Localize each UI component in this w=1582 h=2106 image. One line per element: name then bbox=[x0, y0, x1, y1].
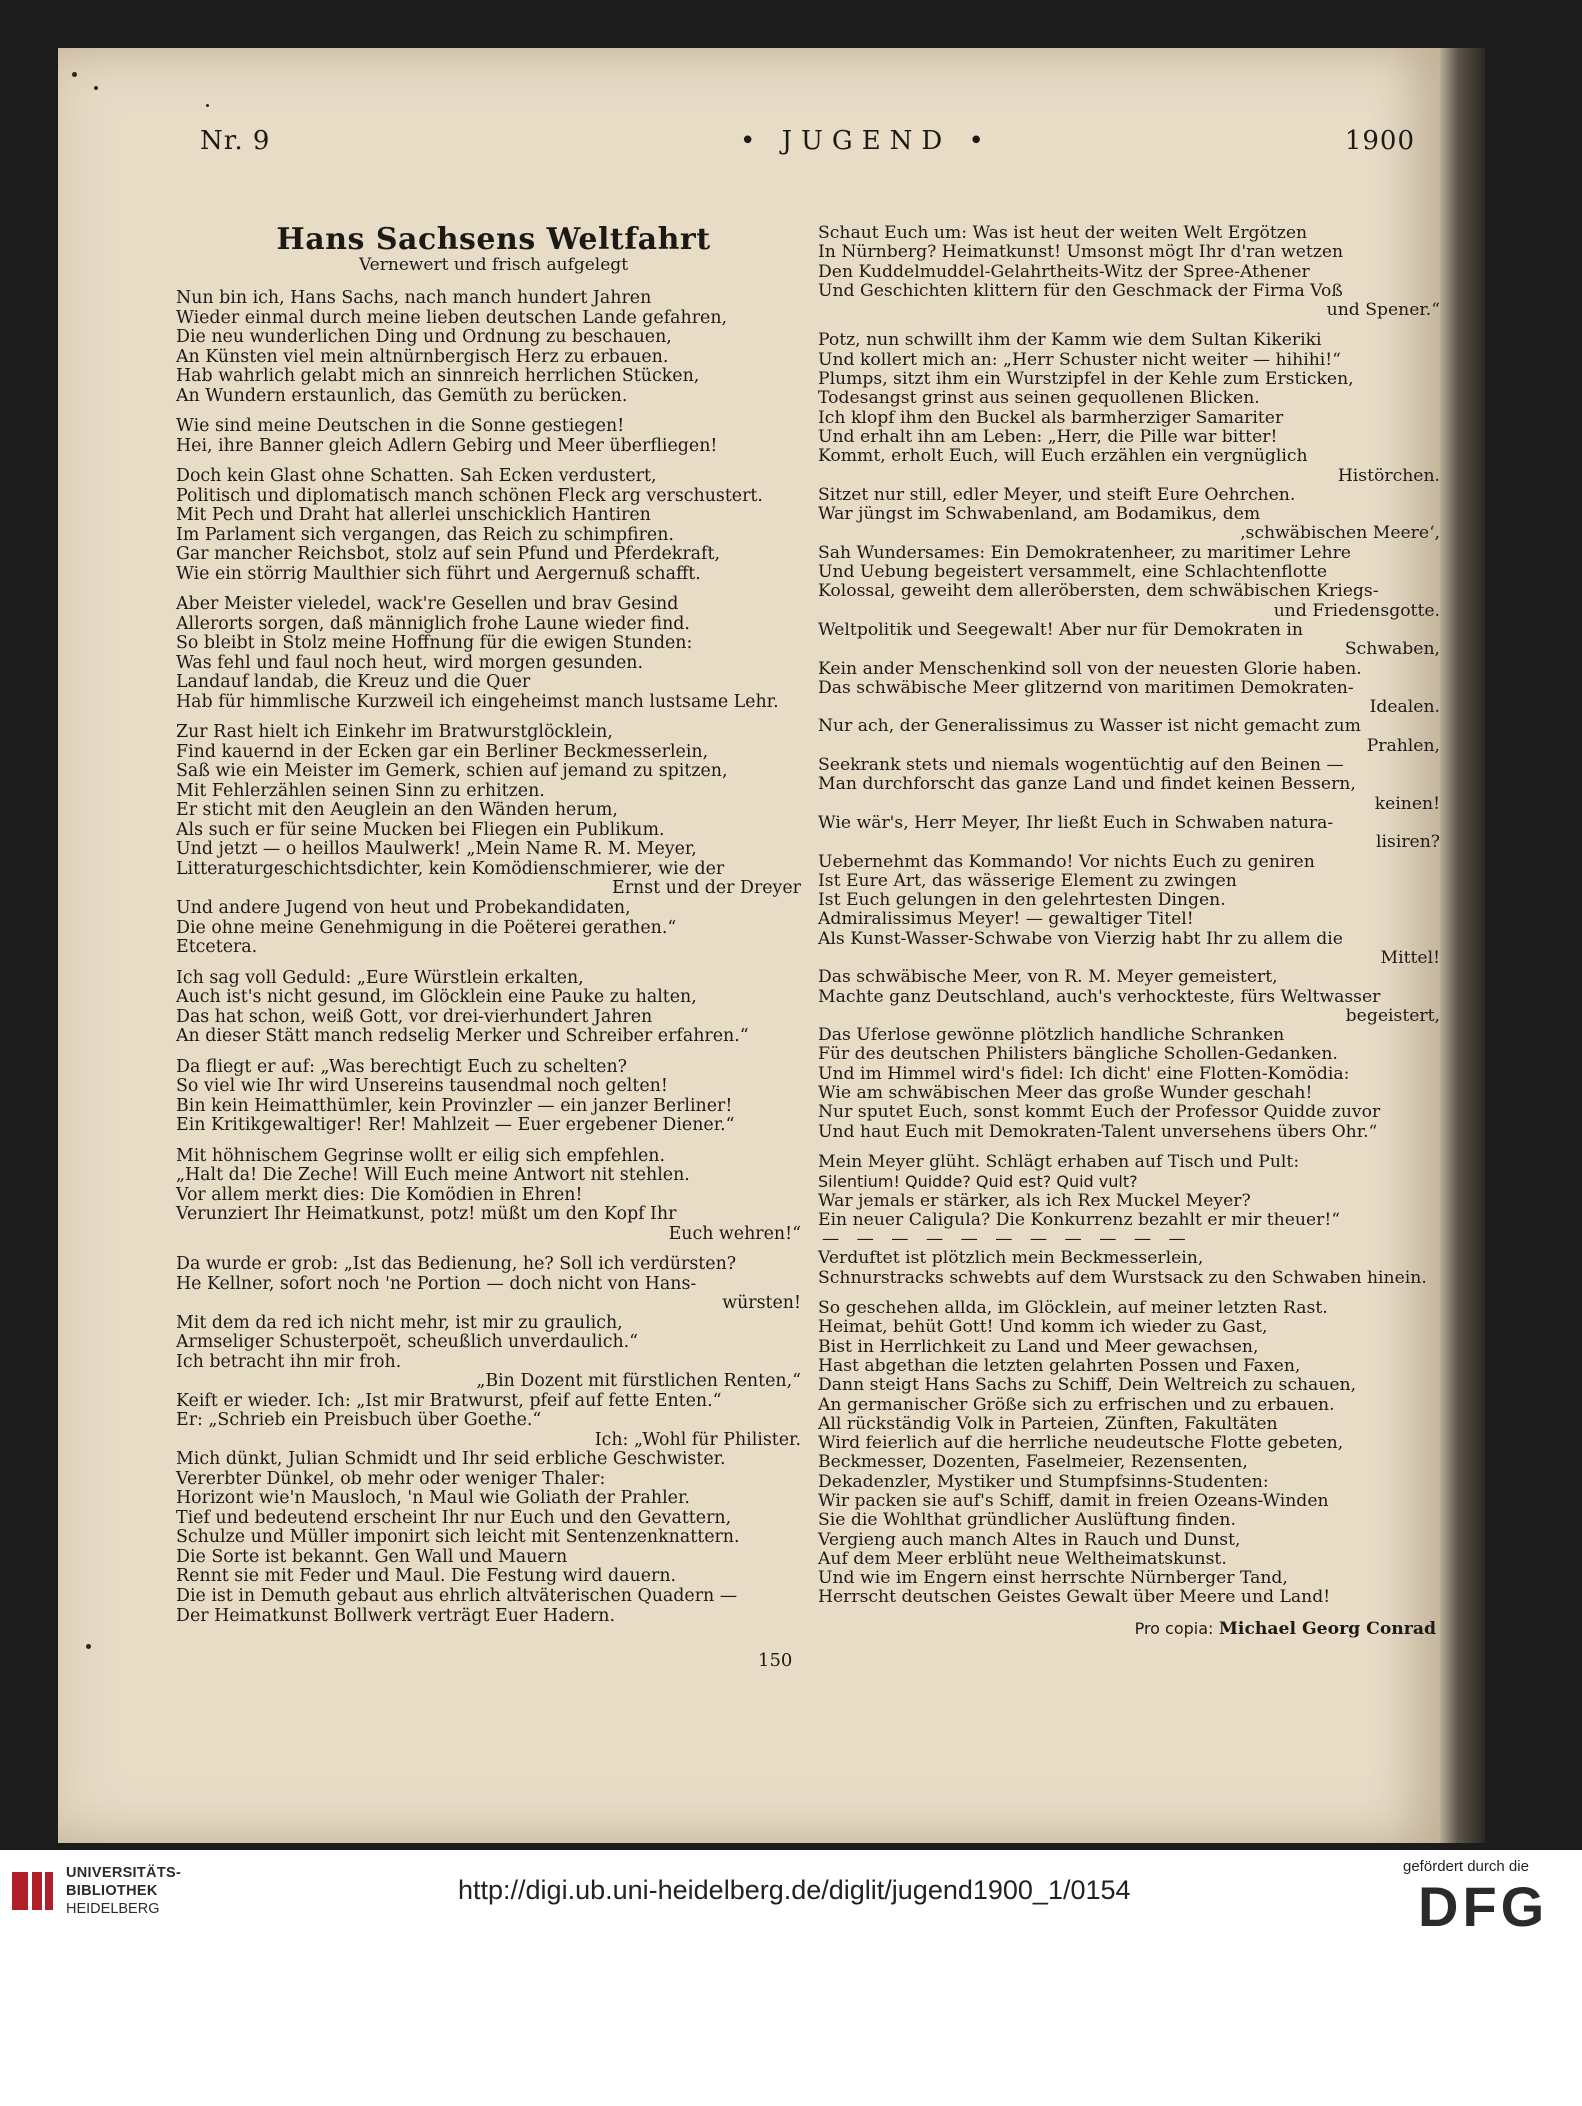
verse-line: Etcetera. bbox=[176, 937, 258, 958]
verse-line: Hei, ihre Banner gleich Adlern Gebirg und Meer überfliegen! bbox=[176, 435, 718, 456]
stanza bbox=[176, 595, 811, 712]
verse-line: Herrscht deutschen Geistes Gewalt über Meere und Land! bbox=[818, 1587, 1331, 1608]
verse-line: Dann steigt Hans Sachs zu Schiff, Dein Weltreich zu schauen, bbox=[818, 1375, 1357, 1396]
verse-line: Idealen. bbox=[1369, 697, 1440, 718]
stanza bbox=[818, 1153, 1450, 1288]
print-speck bbox=[94, 86, 98, 90]
verse-line: Als Kunst-Wasser-Schwabe von Vierzig habt Ihr zu allem die bbox=[818, 928, 1343, 949]
verse-line: Ist Eure Art, das wässerige Element zu zwingen bbox=[818, 870, 1237, 891]
verse-line: Das schwäbische Meer glitzernd von maritimen Demokraten- bbox=[818, 677, 1354, 698]
verse-line: Sie die Wohlthat gründlicher Auslüftung finden. bbox=[818, 1510, 1236, 1531]
print-speck bbox=[206, 104, 209, 107]
verse-line: Histörchen. bbox=[1337, 465, 1440, 486]
verse-line: Schaut Euch um: Was ist heut der weiten Welt Ergötzen bbox=[818, 223, 1308, 243]
dfg-logo-icon bbox=[1414, 1880, 1564, 1930]
verse-line: Nur ach, der Generalissimus zu Wasser ist nicht gemacht zum bbox=[818, 716, 1361, 737]
verse-line: Allerorts sorgen, daß männiglich frohe Laune wieder find. bbox=[176, 613, 690, 634]
verse-line: Gar mancher Reichsbot, stolz auf sein Pfund und Pferdekraft, bbox=[176, 544, 720, 565]
verse-line: Und im Himmel wird's fidel: Ich dicht' eine Flotten-Komödia: bbox=[818, 1063, 1350, 1084]
library-name bbox=[66, 1864, 181, 1918]
verse-line: Doch kein Glast ohne Schatten. Sah Ecken verdustert, bbox=[176, 466, 657, 487]
verse-line: Horizont wie'n Mausloch, 'n Maul wie Goliath der Prahler. bbox=[176, 1488, 690, 1509]
verse-line: Mein Meyer glüht. Schlägt erhaben auf Tisch und Pult: bbox=[818, 1151, 1300, 1172]
verse-line: Kolossal, geweiht dem alleröbersten, dem schwäbischen Kriegs- bbox=[818, 581, 1379, 602]
verse-line: Mich dünkt, Julian Schmidt und Ihr seid erbliche Geschwister. bbox=[176, 1449, 726, 1470]
attribution-author: Michael Georg Conrad bbox=[1218, 1618, 1436, 1639]
right-column bbox=[818, 224, 1450, 1639]
verse-line: Schwaben, bbox=[1344, 639, 1440, 660]
verse-line: Hast abgethan die letzten gelahrten Possen und Faxen, bbox=[818, 1355, 1301, 1376]
verse-line: Für des deutschen Philisters bängliche Schollen-Gedanken. bbox=[818, 1044, 1338, 1065]
stanza bbox=[818, 1299, 1450, 1608]
verse-line: Plumps, sitzt ihm ein Wurstzipfel in der Kehle zum Ersticken, bbox=[818, 369, 1354, 390]
verse-line: War jemals er stärker, als ich Rex Muckel Meyer? bbox=[818, 1190, 1251, 1211]
verse-line: Machte ganz Deutschland, auch's verhockteste, fürs Weltwasser bbox=[818, 986, 1381, 1007]
print-speck bbox=[72, 72, 77, 77]
stanza bbox=[176, 1147, 811, 1245]
verse-line: Zur Rast hielt ich Einkehr im Bratwurstglöcklein, bbox=[176, 722, 613, 743]
verse-line: Nur sputet Euch, sonst kommt Euch der Professor Quidde zuvor bbox=[818, 1102, 1381, 1123]
poem-title: Hans Sachsens Weltfahrt bbox=[276, 222, 711, 257]
stanza bbox=[176, 417, 811, 456]
permalink-url[interactable]: http://digi.ub.uni-heidelberg.de/diglit/jugend1900_1/0154 bbox=[458, 1875, 1131, 1905]
verse-line: Potz, nun schwillt ihm der Kamm wie dem Sultan Kikeriki bbox=[818, 330, 1322, 351]
attribution bbox=[818, 1619, 1450, 1639]
verse-line: Silentium! Quidde? Quid est? Quid vult? bbox=[818, 1172, 1138, 1192]
verse-line: Litteraturgeschichtsdichter, kein Komödienschmierer, wie der bbox=[176, 858, 725, 879]
verse-line: keinen! bbox=[1374, 793, 1440, 814]
stanza bbox=[176, 969, 811, 1047]
verse-line: Prahlen, bbox=[1366, 735, 1440, 756]
issue-year: 1900 bbox=[1344, 126, 1415, 156]
verse-line: Was fehl und faul noch heut, wird morgen gesunden. bbox=[176, 652, 643, 673]
verse-line: Heimat, behüt Gott! Und komm ich wieder zu Gast, bbox=[818, 1317, 1268, 1338]
verse-line: Keift er wieder. Ich: „Ist mir Bratwurst, pfeif auf fette Enten.“ bbox=[176, 1390, 722, 1411]
verse-line: Wie am schwäbischen Meer das große Wunder geschah! bbox=[818, 1083, 1313, 1104]
verse-line: „Bin Dozent mit fürstlichen Renten,“ bbox=[476, 1371, 801, 1392]
verse-line: Vererbter Dünkel, ob mehr oder weniger Thaler: bbox=[176, 1468, 606, 1489]
library-line-2: BIBLIOTHEK bbox=[66, 1883, 158, 1899]
magazine-page bbox=[58, 48, 1440, 1843]
verse-line: Vergieng auch manch Altes in Rauch und Dunst, bbox=[818, 1529, 1241, 1550]
verse-line: Mit dem da red ich nicht mehr, ist mir zu graulich, bbox=[176, 1312, 623, 1333]
verse-line: Kommt, erholt Euch, will Euch erzählen ein vergnüglich bbox=[818, 446, 1308, 467]
verse-line: Ich sag voll Geduld: „Eure Würstlein erkalten, bbox=[176, 967, 584, 988]
verse-line: Und Geschichten klittern für den Geschmack der Firma Voß bbox=[818, 280, 1343, 301]
poem-subtitle: Vernewert und frisch aufgelegt bbox=[358, 254, 629, 275]
library-line-3: HEIDELBERG bbox=[66, 1901, 160, 1917]
page-number: 150 bbox=[758, 1650, 793, 1671]
verse-line: Politisch und diplomatisch manch schönen Fleck arg verschustert. bbox=[176, 485, 763, 506]
stanza bbox=[818, 224, 1450, 320]
verse-line: So geschehen allda, im Glöcklein, auf meiner letzten Rast. bbox=[818, 1298, 1328, 1319]
verse-line: Schnurstracks schwebts auf dem Wurstsack zu den Schwaben hinein. bbox=[818, 1267, 1427, 1288]
verse-line: Find kauernd in der Ecken gar ein Berliner Beckmesserlein, bbox=[176, 741, 709, 762]
verse-line: Als such er für seine Mucken bei Fliegen ein Publikum. bbox=[176, 819, 665, 840]
stanza bbox=[176, 289, 811, 406]
verse-line: So viel wie Ihr wird Unsereins tausendmal noch gelten! bbox=[176, 1076, 668, 1097]
verse-line: Und haut Euch mit Demokraten-Talent unversehens übers Ohr.“ bbox=[818, 1121, 1378, 1142]
verse-line: Seekrank stets und niemals wogentüchtig auf den Beinen — bbox=[818, 755, 1344, 776]
verse-line: Ist Euch gelungen in den gelehrtesten Dingen. bbox=[818, 890, 1226, 911]
verse-line: Nun bin ich, Hans Sachs, nach manch hundert Jahren bbox=[176, 288, 652, 309]
verse-line: Den Kuddelmuddel-Gelahrtheits-Witz der Spree-Athener bbox=[818, 261, 1310, 282]
magazine-title: • JUGEND • bbox=[740, 126, 993, 156]
verse-line: Hab für himmlische Kurzweil ich eingeheimst manch lustsame Lehr. bbox=[176, 691, 779, 712]
verse-line: Tief und bedeutend erscheint Ihr nur Euch und den Gevattern, bbox=[176, 1507, 732, 1528]
stanza bbox=[176, 723, 811, 957]
verse-line: An germanischer Größe sich zu erfrischen und zu erbauen. bbox=[818, 1394, 1335, 1415]
attribution-prefix: Pro copia: bbox=[1134, 1618, 1214, 1638]
verse-line: Wir packen sie auf's Schiff, damit in freien Ozeans-Winden bbox=[818, 1491, 1329, 1511]
verse-line: Die ist in Demuth gebaut aus ehrlich altväterischen Quadern — bbox=[176, 1586, 738, 1606]
verse-line: Wie sind meine Deutschen in die Sonne gestiegen! bbox=[176, 416, 625, 437]
verse-line: Aber Meister vieledel, wack're Gesellen und brav Gesind bbox=[176, 594, 679, 615]
verse-line: Mit Fehlerzählen seinen Sinn zu erhitzen. bbox=[176, 780, 545, 801]
verse-line: ‚schwäbischen Meere‘, bbox=[1240, 523, 1440, 544]
verse-line: Todesangst grinst aus seinen gequollenen Blicken. bbox=[818, 388, 1260, 409]
verse-line: Hab wahrlich gelabt mich an sinnreich herrlichen Stücken, bbox=[176, 366, 700, 387]
verse-line: Man durchforscht das ganze Land und findet keinen Bessern, bbox=[818, 774, 1356, 795]
verse-line: Und jetzt — o heillos Maulwerk! „Mein Name R. M. Meyer, bbox=[176, 839, 697, 860]
verse-line: Er sticht mit den Aeuglein an den Wänden herum, bbox=[176, 800, 618, 821]
verse-line: Die Sorte ist bekannt. Gen Wall und Mauern bbox=[176, 1546, 568, 1567]
verse-line: Und wie im Engern einst herrschte Nürnberger Tand, bbox=[818, 1568, 1288, 1589]
verse-line: Ich betracht ihn mir froh. bbox=[176, 1351, 402, 1372]
verse-line: Und andere Jugend von heut und Probekandidaten, bbox=[176, 897, 631, 918]
dfg-logo-text: DFG bbox=[1418, 1880, 1549, 1930]
verse-line: Kein ander Menschenkind soll von der neuesten Glorie haben. bbox=[818, 658, 1362, 679]
verse-line: Ich: „Wohl für Philister. bbox=[594, 1429, 801, 1450]
verse-line: An Künsten viel mein altnürnbergisch Herz zu erbauen. bbox=[176, 346, 669, 367]
running-head bbox=[200, 126, 1415, 166]
verse-line: An Wundern erstaunlich, das Gemüth zu berücken. bbox=[176, 385, 628, 406]
verse-line: Vor allem merkt dies: Die Komödien in Ehren! bbox=[176, 1184, 583, 1205]
issue-number: Nr. 9 bbox=[200, 126, 271, 156]
stanza bbox=[818, 331, 1450, 1141]
verse-line: Die ohne meine Genehmigung in die Poëterei gerathen.“ bbox=[176, 917, 677, 938]
verse-line: In Nürnberg? Heimatkunst! Umsonst mögt Ihr d'ran wetzen bbox=[818, 242, 1344, 263]
verse-line: Ernst und der Dreyer bbox=[612, 878, 801, 899]
verse-line: Landauf landab, die Kreuz und die Quer bbox=[176, 672, 531, 693]
verse-line: War jüngst im Schwabenland, am Bodamikus, dem bbox=[818, 504, 1261, 525]
left-column bbox=[176, 218, 811, 1637]
verse-line: Wie wär's, Herr Meyer, Ihr ließt Euch in Schwaben natura- bbox=[818, 812, 1334, 833]
verse-line: Und erhalt ihn am Leben: „Herr, die Pille war bitter! bbox=[818, 426, 1278, 447]
verse-line: Dekadenzler, Mystiker und Stumpfsinns-Studenten: bbox=[818, 1471, 1269, 1492]
verse-line: Wie ein störrig Maulthier sich führt und Aergernuß schafft. bbox=[176, 563, 701, 584]
verse-line: Uebernehmt das Kommando! Vor nichts Euch zu geniren bbox=[818, 851, 1315, 872]
verse-line: Wird feierlich auf die herrliche neudeutsche Flotte gebeten, bbox=[818, 1433, 1344, 1454]
verse-line: Mittel! bbox=[1380, 947, 1440, 968]
stanza bbox=[176, 1058, 811, 1136]
verse-line: Das schwäbische Meer, von R. M. Meyer gemeistert, bbox=[818, 967, 1278, 988]
verse-line: lisiren? bbox=[1376, 832, 1440, 853]
verse-line: Das Uferlose gewönne plötzlich handliche Schranken bbox=[818, 1025, 1285, 1046]
verse-line: Bin kein Heimatthümler, kein Provinzler — ein janzer Berliner! bbox=[176, 1095, 733, 1116]
funded-by-label: gefördert durch die bbox=[1403, 1858, 1529, 1875]
verse-line: Ich klopf ihm den Buckel als barmherziger Samariter bbox=[818, 407, 1284, 428]
verse-line: Wieder einmal durch meine lieben deutschen Lande gefahren, bbox=[176, 307, 728, 328]
verse-line: Sah Wundersames: Ein Demokratenheer, zu maritimer Lehre bbox=[818, 542, 1351, 563]
verse-line: Der Heimatkunst Bollwerk verträgt Euer Hadern. bbox=[176, 1605, 616, 1626]
verse-line: Saß wie ein Meister im Gemerk, schien auf jemand zu spitzen, bbox=[176, 761, 728, 782]
verse-line: Ein Kritikgewaltiger! Rer! Mahlzeit — Euer ergebener Diener.“ bbox=[176, 1115, 735, 1136]
university-library-logo-icon bbox=[10, 1868, 56, 1914]
verse-line: Verunziert Ihr Heimatkunst, potz! müßt um den Kopf Ihr bbox=[176, 1204, 677, 1225]
verse-line: Armseliger Schusterpoët, scheußlich unverdaulich.“ bbox=[176, 1332, 639, 1353]
verse-line: Weltpolitik und Seegewalt! Aber nur für Demokraten in bbox=[818, 619, 1303, 640]
print-speck bbox=[86, 1644, 91, 1649]
verse-line: Da wurde er grob: „Ist das Bedienung, he? Soll ich verdürsten? bbox=[176, 1254, 737, 1275]
verse-line: Da fliegt er auf: „Was berechtigt Euch zu schelten? bbox=[176, 1056, 627, 1077]
verse-line: Euch wehren!“ bbox=[668, 1223, 801, 1244]
verse-line: Sitzet nur still, edler Meyer, und steift Eure Oehrchen. bbox=[818, 484, 1296, 505]
verse-line: Im Parlament sich vergangen, das Reich zu schimpfiren. bbox=[176, 524, 674, 545]
verse-line: Mit Pech und Draht hat allerlei unschicklich Hantiren bbox=[176, 505, 651, 526]
verse-line: Beckmesser, Dozenten, Faselmeier, Rezensenten, bbox=[818, 1452, 1248, 1473]
verse-line: Die neu wunderlichen Ding und Ordnung zu beschauen, bbox=[176, 327, 672, 348]
verse-line: An dieser Stätt manch redselig Merker und Schreiber erfahren.“ bbox=[176, 1026, 749, 1047]
verse-line: Admiralissimus Meyer! — gewaltiger Titel! bbox=[818, 909, 1194, 930]
verse-line: Bist in Herrlichkeit zu Land und Meer gewachsen, bbox=[818, 1336, 1259, 1357]
verse-line: Verduftet ist plötzlich mein Beckmesserlein, bbox=[818, 1248, 1204, 1269]
verse-line: Schulze und Müller imponirt sich leicht mit Sentenzenknattern. bbox=[176, 1527, 740, 1548]
stanza bbox=[176, 467, 811, 584]
verse-line: Ein neuer Caligula? Die Konkurrenz bezahlt er mir theuer!“ bbox=[818, 1209, 1341, 1230]
verse-line: Das hat schon, weiß Gott, vor drei-vierhundert Jahren bbox=[176, 1006, 653, 1027]
library-line-1: UNIVERSITÄTS- bbox=[66, 1865, 182, 1881]
verse-line: Auf dem Meer erblüht neue Weltheimatskunst. bbox=[818, 1548, 1227, 1569]
verse-line: So bleibt in Stolz meine Hoffnung für die ewigen Stunden: bbox=[176, 633, 693, 654]
verse-line: Mit höhnischem Gegrinse wollt er eilig sich empfehlen. bbox=[176, 1145, 665, 1166]
verse-line: Und kollert mich an: „Herr Schuster nicht weiter — hihihi!“ bbox=[818, 349, 1341, 370]
verse-line: und Spener.“ bbox=[1326, 300, 1440, 321]
verse-line: „Halt da! Die Zeche! Will Euch meine Antwort nit stehlen. bbox=[176, 1165, 690, 1186]
verse-line: begeistert, bbox=[1345, 1005, 1440, 1026]
verse-line: Rennt sie mit Feder und Maul. Die Festung wird dauern. bbox=[176, 1566, 677, 1587]
verse-line: Er: „Schrieb ein Preisbuch über Goethe.“ bbox=[176, 1410, 542, 1431]
stanza bbox=[176, 1255, 811, 1626]
verse-line: Auch ist's nicht gesund, im Glöcklein eine Pauke zu halten, bbox=[176, 987, 697, 1008]
verse-line: würsten! bbox=[722, 1293, 801, 1314]
verse-line: All rückständig Volk in Parteien, Zünften, Fakultäten bbox=[818, 1413, 1278, 1434]
verse-line: Und Uebung begeistert versammelt, eine Schlachtenflotte bbox=[818, 562, 1328, 583]
verse-line: — — — — — — — — — — — bbox=[822, 1229, 1192, 1250]
verse-line: und Friedensgotte. bbox=[1273, 600, 1440, 621]
verse-line: He Kellner, sofort noch 'ne Portion — doch nicht von Hans- bbox=[176, 1273, 697, 1294]
